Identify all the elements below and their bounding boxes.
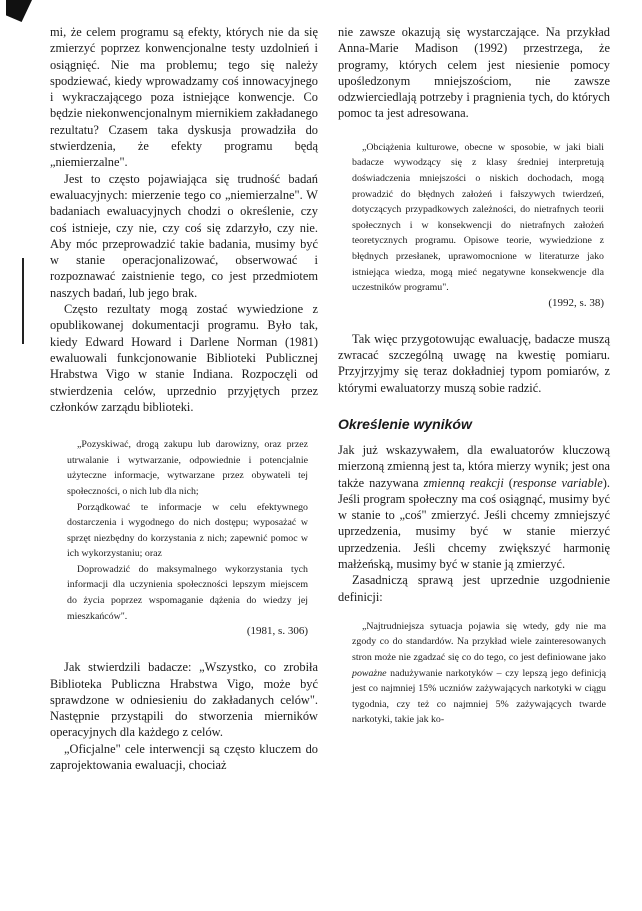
p3-italic-english: response variable xyxy=(512,475,603,490)
right-quote-1-citation: (1992, s. 38) xyxy=(548,296,604,309)
right-column xyxy=(338,0,610,728)
q2-italic: poważne xyxy=(352,667,387,679)
right-paragraph-4: Zasadniczą sprawą jest uprzednie uzgodnienie definicji: xyxy=(338,573,610,604)
left-quote xyxy=(67,437,308,639)
right-quote-2-text xyxy=(352,619,606,728)
left-quote-citation: (1981, s. 306) xyxy=(246,625,308,638)
left-paragraph-2: Jest to często pojawiająca się trudność badań ewaluacyjnych: mierzenie tego co „niemierzalne". W badaniach ewaluacyjnych chodzi o określenie, czy coś istnieje, czy nie, czy coś się zdarzyło, czy nie. Aby móc przeprowadzić takie badania, musimy być w stanie operacjonalizować, obserwować i rozpoznawać zaistnienie tego, co jest przedmiotem naszych badań, lub jego brak. xyxy=(50,171,318,300)
right-quote-1-text: „Obciążenia kulturowe, obecne w sposobie, w jaki biali badacze wywodzący się z klasy średniej interpretują doświadczenia mniejszości o niskich dochodach, mogą prowadzić do błędnych założeń i fałszywych twierdzeń, dotyczących przypadkowych zależności, do nietrafnych teorii społecznych i w konsekwencji do nietrafnych założeń teoretycznych programu. Opisowe teorie, wywiedzione z błędnych przesłanek, uprawomocnione w literaturze jako istniejąca wiedza, mogą mieć negatywne konsekwencje dla uczestników programu". xyxy=(352,141,604,294)
left-column xyxy=(50,0,318,773)
right-paragraph-3 xyxy=(338,442,610,572)
p3-italic-term: zmienną reakcji xyxy=(423,475,504,490)
q2-text-b: nadużywanie narkotyków – czy lepszą jego definicją jest co najmniej 15% uczniów zażywających narkotyki w ciągu tygodnia, czy też co najmniej 5% zażywających twarde narkotyki, takie jak ko- xyxy=(352,667,606,726)
p3-text-a: Jak już wskazywałem, dla ewaluatorów kluczową mierzoną zmienną jest ta, która mierzy wynik; jest ona także nazywana xyxy=(338,442,610,490)
left-paragraph-3: Często rezultaty mogą zostać wywiedzione z opublikowanej dokumentacji programu. Było tak, kiedy Edward Howard i Darlene Norman (1981) ewaluowali funkcjonowanie Biblioteki Publicznej Hrabstwa Vigo w stanie Indiana. Rozpoczęli od stwierdzenia celów, uprzednio przyjętych przez członków zarządu biblioteki. xyxy=(50,302,318,414)
section-heading: Określenie wyników xyxy=(338,415,472,432)
left-quote-1: „Pozyskiwać, drogą zakupu lub darowizny, oraz przez utrwalanie i wytwarzanie, odpowiednie i potencjalnie użyteczne informacje, wytwarzane przez obywateli tej społeczności, o nich lub dla nich; xyxy=(67,439,308,497)
left-quote-3: Doprowadzić do maksymalnego wykorzystania tych informacji dla uczynienia społeczności lepszym miejscem do życia poprzez wspomaganie dążenia do wiedzy jej mieszkańców". xyxy=(67,563,308,622)
left-paragraph-1: mi, że celem programu są efekty, których nie da się zmierzyć poprzez konwencjonalne testy uzdolnień i osiągnięć. Nie ma problemu; tego się należy spodziewać, kiedy wprowadzamy coś innowacyjnego i wykraczającego poza istniejące konwencje. Co będzie niekonwencjonalnym miernikiem zakładanego rezultatu? Czasem taka dyskusja prowadziła do stwierdzenia, że efekty programu będą „niemierzalne". xyxy=(50,25,318,170)
right-paragraph-2: Tak więc przygotowując ewaluację, badacze muszą zwracać szczególną uwagę na kwestię pomiaru. Przyjrzyjmy się teraz dokładniej typom pomiarów, z którymi ewaluatorzy muszą sobie radzić. xyxy=(338,331,610,395)
left-paragraph-4: Jak stwierdzili badacze: „Wszystko, co zrobiła Biblioteka Publiczna Hrabstwa Vigo, może być sprawdzone w odniesieniu do zakładanych celów". Następnie przystąpili do stworzenia mierników operacyjnych dla każdego z celów. xyxy=(50,660,318,740)
right-quote-2 xyxy=(352,619,606,728)
left-paragraph-5: „Oficjalne" cele interwencji są często kluczem do zaprojektowania ewaluacji, chociaż xyxy=(50,741,318,773)
p3-text-c: ). Jeśli program społeczny ma coś osiągnąć, musimy być w stanie to „coś" zmierzyć. Jeśli chcemy zmniejszyć uprzedzenia, musimy być w stanie mierzyć uprzedzenia. Jeśli chcemy zwiększyć harmonię małżeńską, musimy być w stanie ją zmierzyć. xyxy=(338,475,610,571)
q2-text-a: „Najtrudniejsza sytuacja pojawia się wtedy, gdy nie ma zgody co do standardów. Na przykład wiele zainteresowanych stron może nie zgadzać się co do tego, co jest definiowane jako xyxy=(352,620,606,664)
corner-mark xyxy=(6,0,32,22)
right-quote-1 xyxy=(352,140,604,311)
margin-bar xyxy=(22,258,24,344)
right-paragraph-1: nie zawsze okazują się wystarczające. Na przykład Anna-Marie Madison (1992) przestrzega, że programy, których celem jest niesienie pomocy upośledzonym mniejszościom, nie zawsze odzwierciedlają potrzeby i pragnienia tych, do których pomoc ta jest adresowana. xyxy=(338,25,610,121)
left-quote-2: Porządkować te informacje w celu efektywnego dostarczenia i wygodnego do nich dostępu; wyposażać w sprzęt niezbędny do korzystania z nich; zapewnić pomoc w ich wykorzystaniu; oraz xyxy=(67,501,308,560)
p3-text-b: ( xyxy=(503,475,513,490)
